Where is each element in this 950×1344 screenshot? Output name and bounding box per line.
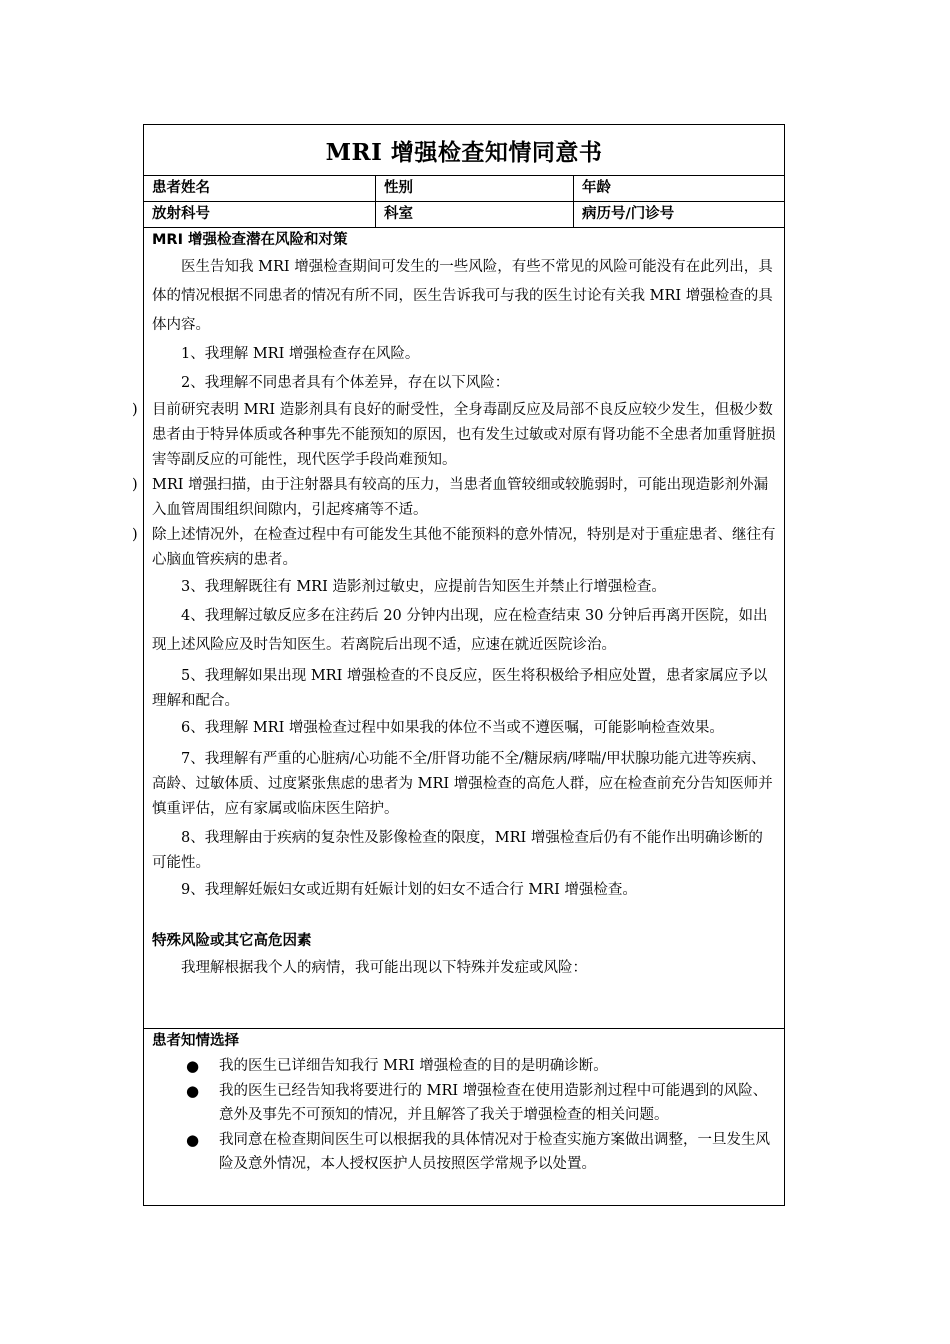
choice-bullet-item	[152, 1079, 776, 1128]
sub-item-marker: )	[132, 402, 138, 418]
consent-form	[132, 124, 785, 1206]
risk-item-4: 4、我理解过敏反应多在注药后 20 分钟内出现，应在检查结束 30 分钟后再离开医院，如出现上述风险应及时告知医生。若离院后出现不适，应速在就近医院诊治。	[152, 608, 768, 653]
risk-item-2: 2、我理解不同患者具有个体差异，存在以下风险：	[181, 375, 510, 391]
risk-section	[132, 228, 784, 1029]
sub-item-text: 除上述情况外，在检查过程中有可能发生其他不能预料的意外情况，特别是对于重症患者、继往有心脑血管疾病的患者。	[152, 527, 776, 568]
bullet-icon: ●	[186, 1130, 200, 1149]
choice-bullet-text: 我的医生已详细告知我行 MRI 增强检查的目的是明确诊断。	[219, 1058, 608, 1074]
gender-label: 性别	[376, 176, 574, 201]
patient-info-row-1	[144, 176, 784, 202]
sub-item-text: MRI 增强扫描，由于注射器具有较高的压力，当患者血管较细或较脆弱时，可能出现造影剂外漏入血管周围组织间隙内，引起疼痛等不适。	[152, 477, 769, 518]
risk-sub-item	[132, 523, 776, 573]
sub-item-marker: )	[132, 527, 138, 543]
risk-item-1: 1、我理解 MRI 增强检查存在风险。	[181, 346, 420, 362]
risk-item-9: 9、我理解妊娠妇女或近期有妊娠计划的妇女不适合行 MRI 增强检查。	[181, 882, 637, 898]
spacer	[152, 905, 776, 927]
special-risk-text: 我理解根据我个人的病情，我可能出现以下特殊并发症或风险：	[181, 960, 587, 976]
sub-item-text: 目前研究表明 MRI 造影剂具有良好的耐受性，全身毒副反应及局部不良反应较少发生，但极少数患者由于特异体质或各种事先不能预知的原因，也有发生过敏或对原有肾功能不全患者加重肾脏损害等副反应的可能性，现代医学手段尚难预知。	[152, 402, 776, 468]
age-label: 年龄	[582, 180, 611, 196]
record-number-label: 病历号/门诊号	[582, 206, 675, 222]
bullet-icon: ●	[186, 1081, 200, 1100]
risk-sub-item	[132, 398, 776, 473]
risk-heading: MRI 增强检查潜在风险和对策	[152, 232, 348, 248]
risk-intro: 医生告知我 MRI 增强检查期间可发生的一些风险，有些不常见的风险可能没有在此列出，具体的情况根据不同患者的情况有所不同，医生告诉我可与我的医生讨论有关我 MRI 增强检查的具体内容。	[152, 259, 773, 333]
risk-item-7: 7、我理解有严重的心脏病/心功能不全/肝肾功能不全/糖尿病/哮喘/甲状腺功能亢进等疾病、高龄、过敏体质、过度紧张焦虑的患者为 MRI 增强检查的高危人群，应在检查前充分告知医师并慎重评估，应有家属或临床医生陪护。	[152, 751, 773, 817]
risk-sub-item	[132, 473, 776, 523]
risk-item-6: 6、我理解 MRI 增强检查过程中如果我的体位不当或不遵医嘱，可能影响检查效果。	[181, 720, 724, 736]
risk-item-8: 8、我理解由于疾病的复杂性及影像检查的限度，MRI 增强检查后仍有不能作出明确诊断的可能性。	[152, 830, 763, 871]
patient-info-row-2	[144, 202, 784, 228]
department-label: 科室	[376, 202, 574, 227]
risk-item-3: 3、我理解既往有 MRI 造影剂过敏史，应提前告知医生并禁止行增强检查。	[181, 579, 666, 595]
informed-choice-heading: 患者知情选择	[152, 1033, 239, 1049]
title-row	[144, 125, 784, 176]
choice-bullet-item	[152, 1128, 776, 1177]
informed-choice-section	[144, 1029, 784, 1205]
choice-bullet-text: 我同意在检查期间医生可以根据我的具体情况对于检查实施方案做出调整，一旦发生风险及意外情况，本人授权医护人员按照医学常规予以处置。	[219, 1131, 770, 1172]
choice-bullet-item	[152, 1054, 776, 1079]
sub-item-marker: )	[132, 477, 138, 493]
choice-bullet-text: 我的医生已经告知我将要进行的 MRI 增强检查在使用造影剂过程中可能遇到的风险、意外及事先不可预知的情况，并且解答了我关于增强检查的相关问题。	[219, 1082, 768, 1123]
bullet-icon: ●	[186, 1057, 200, 1075]
form-title: MRI 增强检查知情同意书	[325, 138, 603, 166]
patient-name-label: 患者姓名	[144, 176, 376, 201]
special-risk-heading: 特殊风险或其它高危因素	[152, 933, 312, 949]
radiology-number-label: 放射科号	[144, 202, 376, 227]
risk-item-5: 5、我理解如果出现 MRI 增强检查的不良反应，医生将积极给予相应处置，患者家属应予以理解和配合。	[152, 668, 768, 709]
